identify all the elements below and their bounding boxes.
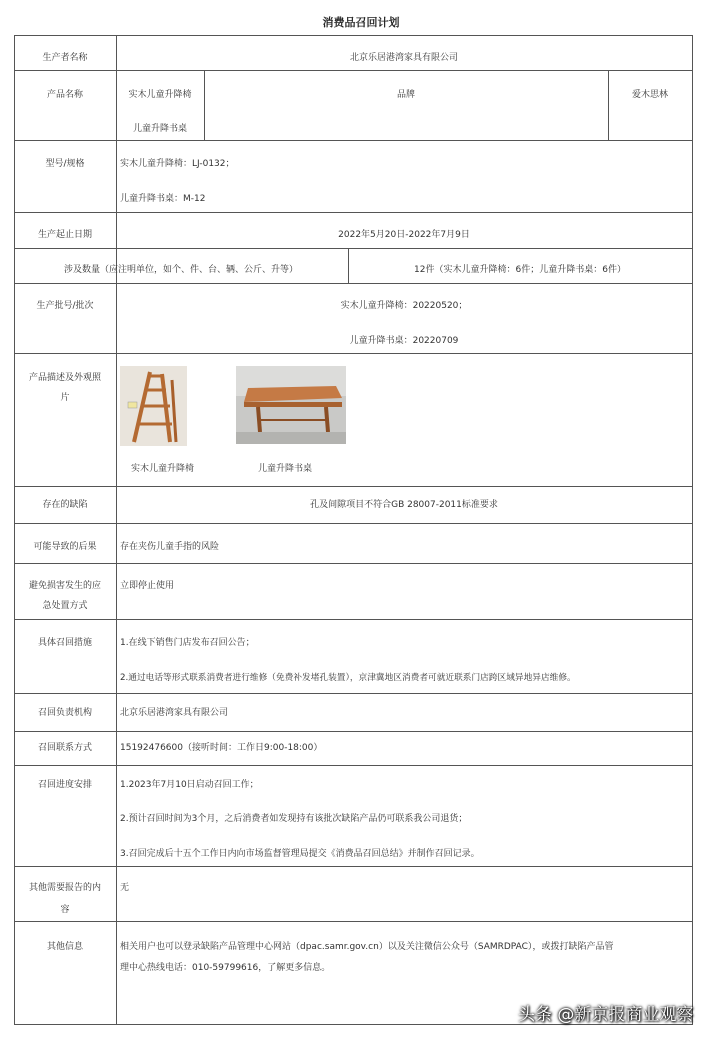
measures-line-2: 2.通过电话等形式联系消费者进行维修（免费补发堵孔装置），京津冀地区消费者可就近联系门店跨区域异地异店维修。	[120, 673, 576, 683]
emergency-value: 立即停止使用	[120, 581, 175, 591]
other-report-label-line-2: 容	[60, 905, 70, 915]
schedule-line-1: 1.2023年7月10日启动召回工作；	[120, 780, 259, 790]
batch-line-2: 儿童升降书桌：20220709	[349, 336, 459, 346]
quantity-value: 12件（实木儿童升降椅：6件；儿童升降书桌：6件）	[414, 265, 626, 275]
schedule-label: 召回进度安排	[37, 780, 92, 790]
defect-label: 存在的缺陷	[42, 500, 88, 510]
defect-value: 孔及间隙项目不符合GB 28007-2011标准要求	[310, 500, 498, 510]
organization-value: 北京乐居港湾家具有限公司	[120, 708, 229, 718]
model-line-1: 实木儿童升降椅：LJ-0132；	[120, 159, 235, 169]
page-title: 消费品召回计划	[322, 16, 400, 29]
other-info-line-1: 相关用户也可以登录缺陷产品管理中心网站（dpac.samr.gov.cn）以及关注微信公众号（SAMRDPAC），或拨打缺陷产品管	[120, 942, 614, 952]
model-label: 型号/规格	[45, 159, 85, 169]
brand-value: 爱木思林	[631, 90, 668, 100]
emergency-label-line-2: 急处置方式	[42, 601, 88, 611]
consequence-label: 可能导致的后果	[33, 542, 97, 552]
schedule-line-2: 2.预计召回时间为3个月，之后消费者如发现持有该批次缺陷产品仍可联系我公司退货；	[120, 814, 468, 824]
measures-label: 具体召回措施	[37, 638, 92, 648]
column-divider	[116, 35, 117, 1025]
contact-value: 15192476600（接听时间：工作日9:00-18:00）	[120, 743, 323, 753]
table-border-right	[692, 35, 693, 1025]
watermark: 头条 @新京报商业观察	[518, 1005, 694, 1025]
desk-photo	[236, 366, 346, 444]
manufacturer-label: 生产者名称	[42, 53, 88, 63]
schedule-line-3: 3.召回完成后十五个工作日内向市场监督管理局提交《消费品召回总结》并制作召回记录。	[120, 849, 480, 859]
other-info-label: 其他信息	[46, 942, 83, 952]
chair-photo	[120, 366, 187, 446]
product-name-chair: 实木儿童升降椅	[128, 90, 192, 100]
column-divider	[204, 70, 205, 140]
date-label: 生产起止日期	[37, 230, 92, 240]
product-name-desk: 儿童升降书桌	[132, 124, 187, 134]
product-label: 产品名称	[46, 90, 83, 100]
manufacturer-value: 北京乐居港湾家具有限公司	[349, 53, 458, 63]
measures-line-1: 1.在线下销售门店发布召回公告；	[120, 638, 255, 648]
date-value: 2022年5月20日-2022年7月9日	[338, 230, 470, 240]
consequence-value: 存在夹伤儿童手指的风险	[120, 542, 220, 552]
chair-photo-caption: 实木儿童升降椅	[131, 464, 195, 474]
desk-photo-caption: 儿童升降书桌	[258, 464, 313, 474]
batch-label: 生产批号/批次	[36, 301, 94, 311]
other-report-label-line-1: 其他需要报告的内	[28, 883, 101, 893]
batch-line-1: 实木儿童升降椅：20220520；	[340, 301, 468, 311]
photos-label-line-1: 产品描述及外观照	[28, 373, 101, 383]
brand-label: 品牌	[396, 90, 415, 100]
quantity-label: 涉及数量（应注明单位，如个、件、台、辆、公斤、升等）	[63, 265, 298, 275]
photos-label-line-2: 片	[60, 393, 70, 403]
model-line-2: 儿童升降书桌：M-12	[120, 194, 206, 204]
contact-label: 召回联系方式	[37, 743, 92, 753]
other-report-value: 无	[120, 883, 130, 893]
emergency-label-line-1: 避免损害发生的应	[28, 581, 101, 591]
table-border-left	[14, 35, 15, 1025]
organization-label: 召回负责机构	[37, 708, 92, 718]
column-divider	[608, 70, 609, 140]
other-info-line-2: 理中心热线电话：010-59799616，了解更多信息。	[120, 963, 331, 973]
